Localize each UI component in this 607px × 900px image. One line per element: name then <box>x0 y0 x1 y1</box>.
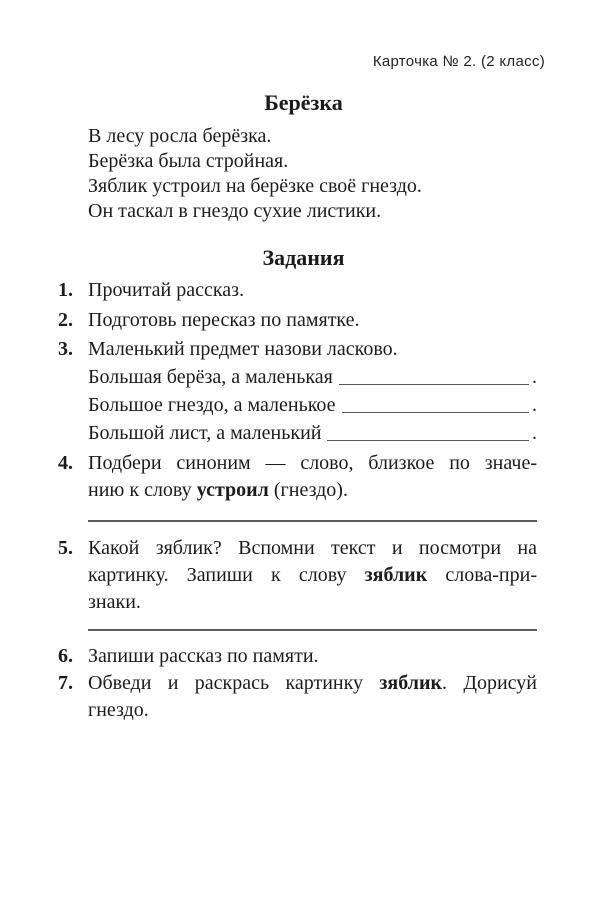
answer-write-line <box>88 629 537 631</box>
write-blank <box>342 391 529 413</box>
task-item-4 <box>58 450 537 504</box>
task-text: Прочитай рассказ. <box>88 279 245 301</box>
task-text: Какой зяблик? Вспомни текст и посмотри на <box>88 537 537 559</box>
task-text: Подбери синоним — слово, близкое по значе- <box>88 452 537 474</box>
story-title: Берёзка <box>264 90 343 115</box>
task-text: картинку. Запиши к слову зяблик слова-при- <box>88 564 537 586</box>
fill-line <box>88 363 537 391</box>
task-number: 3. <box>58 338 73 360</box>
fill-label: Большая берёза, а маленькая <box>88 366 333 388</box>
fill-label: Большое гнездо, а маленькое <box>88 394 336 416</box>
task-item-6 <box>58 643 537 670</box>
task-text: нию к слову устроил (гнездо). <box>88 479 348 501</box>
fill-period: . <box>532 394 537 416</box>
write-blank <box>327 419 529 441</box>
task-item-2 <box>58 307 537 334</box>
task-text: Обведи и раскрась картинку зяблик. Дорисуй <box>88 672 537 694</box>
task-number: 5. <box>58 537 73 559</box>
fill-period: . <box>532 422 537 444</box>
bold-word: зяблик <box>364 564 428 586</box>
answer-write-line <box>88 520 537 522</box>
story-line: Зяблик устроил на берёзке своё гнездо. <box>88 175 422 197</box>
tasks-title: Задания <box>262 245 345 270</box>
task-number: 2. <box>58 309 73 331</box>
fill-label: Большой лист, а маленький <box>88 422 322 444</box>
task-item-3 <box>58 336 537 447</box>
task-number: 4. <box>58 452 73 474</box>
task-text: гнездо. <box>88 699 149 721</box>
card-number-label: Карточка № 2. (2 класс) <box>372 53 545 70</box>
fill-line <box>88 419 537 447</box>
bold-word: устроил <box>196 479 269 501</box>
task-item-5 <box>58 535 537 616</box>
task-number: 7. <box>58 672 73 694</box>
bold-word: зяблик <box>379 672 443 694</box>
write-blank <box>339 363 529 385</box>
task-number: 6. <box>58 645 73 667</box>
task-text: Подготовь пересказ по памятке. <box>88 309 360 331</box>
fill-period: . <box>532 366 537 388</box>
task-item-1 <box>58 277 537 304</box>
task-item-7 <box>58 670 537 724</box>
story-text <box>88 124 548 224</box>
story-line: Он таскал в гнездо сухие листики. <box>88 200 382 222</box>
story-line: Берёзка была стройная. <box>88 150 289 172</box>
task-text: знаки. <box>88 591 141 613</box>
task-text: Запиши рассказ по памяти. <box>88 645 319 667</box>
fill-line <box>88 391 537 419</box>
task-text: Маленький предмет назови ласково. <box>88 338 398 360</box>
story-line: В лесу росла берёзка. <box>88 125 272 147</box>
task-number: 1. <box>58 279 73 301</box>
